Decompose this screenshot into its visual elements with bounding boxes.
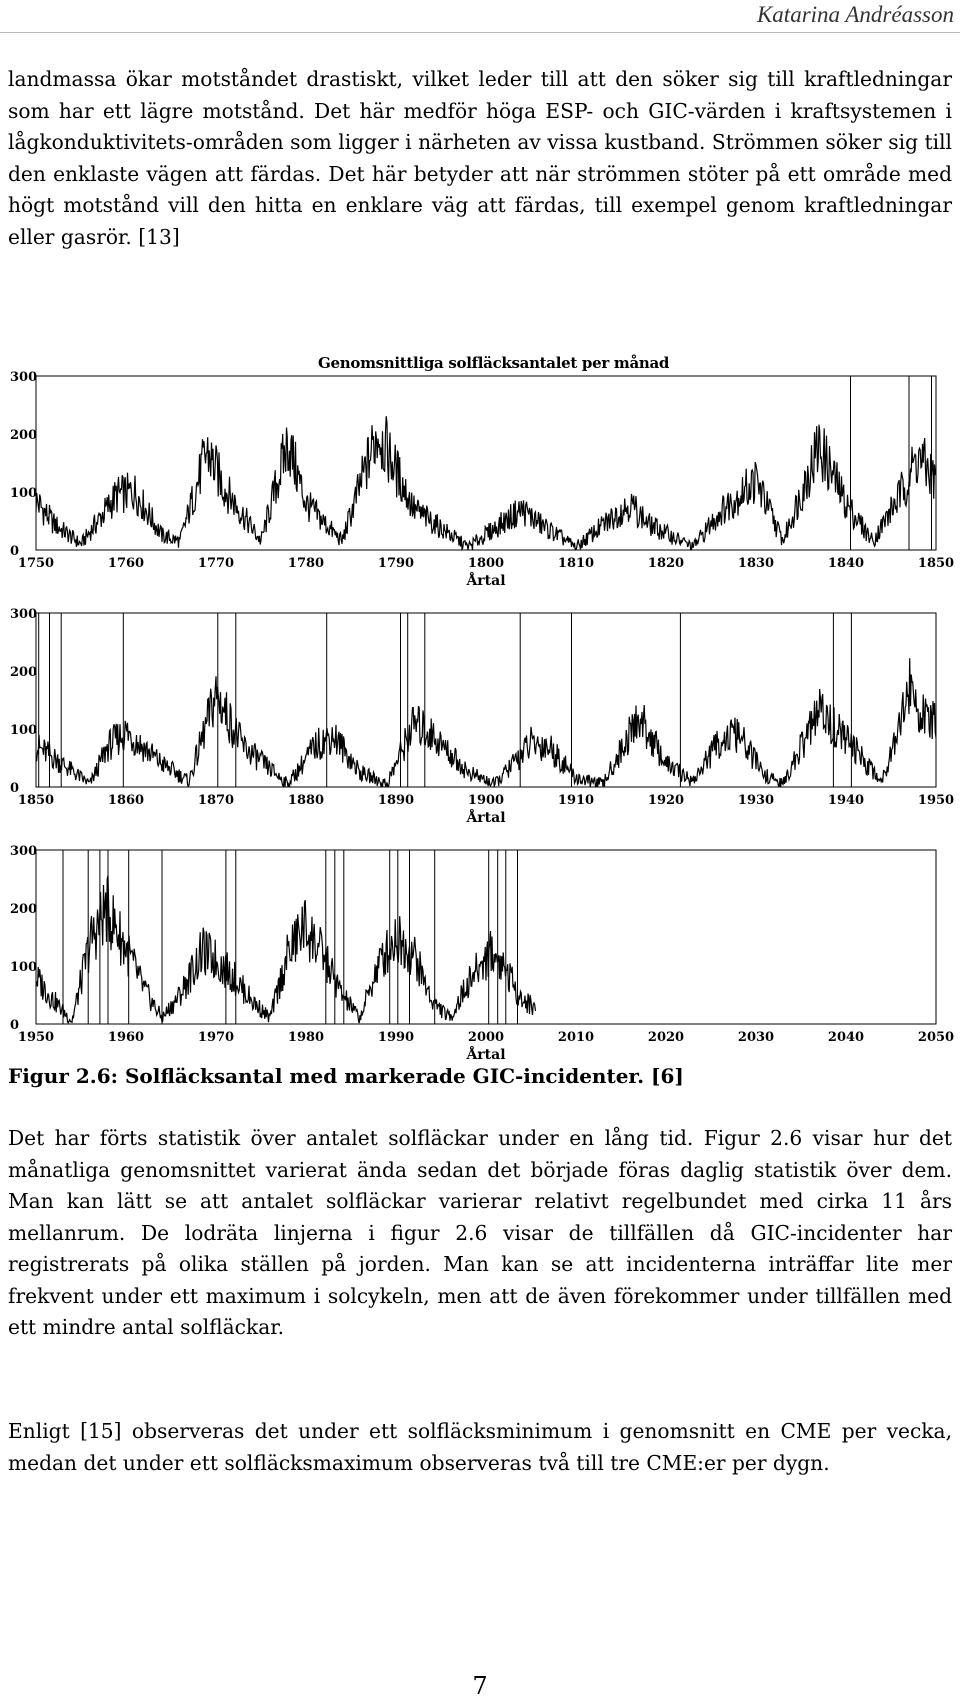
x-tick-label: 1810	[557, 556, 595, 571]
figure-caption: Figur 2.6: Solfläcksantal med markerade GIC-incidenter. [6]	[8, 1064, 684, 1088]
x-tick-label: 1760	[107, 556, 145, 571]
y-tick-label: 0	[10, 1018, 20, 1033]
x-tick-label: 1950	[917, 793, 955, 808]
x-tick-label: 1780	[287, 556, 325, 571]
y-tick-label: 100	[10, 486, 38, 501]
x-tick-label: 1840	[827, 556, 865, 571]
x-axis-label: Årtal	[466, 810, 506, 826]
y-tick-label: 0	[10, 544, 20, 559]
header-author: Katarina Andréasson	[756, 2, 954, 27]
page-number: 7	[472, 1672, 488, 1700]
y-tick-label: 100	[10, 960, 38, 975]
plot-frame	[36, 613, 936, 787]
x-tick-label: 2000	[467, 1030, 505, 1045]
y-tick-label: 200	[10, 428, 38, 443]
x-tick-label: 1850	[17, 793, 55, 808]
chart-title: Genomsnittliga solfläcksantalet per månad	[318, 354, 670, 372]
x-tick-label: 1800	[467, 556, 505, 571]
y-tick-label: 300	[10, 844, 38, 859]
x-axis-label: Årtal	[466, 573, 506, 589]
header-divider	[0, 32, 960, 33]
x-tick-label: 1830	[737, 556, 775, 571]
y-tick-label: 200	[10, 902, 38, 917]
plot-frame	[36, 850, 936, 1024]
x-tick-label: 1880	[287, 793, 325, 808]
x-tick-label: 1890	[377, 793, 415, 808]
x-tick-label: 1850	[917, 556, 955, 571]
y-tick-label: 0	[10, 781, 20, 796]
x-tick-label: 1790	[377, 556, 415, 571]
x-tick-label: 2040	[827, 1030, 865, 1045]
x-tick-label: 1970	[197, 1030, 235, 1045]
x-tick-label: 1980	[287, 1030, 325, 1045]
x-tick-label: 1930	[737, 793, 775, 808]
y-tick-label: 200	[10, 665, 38, 680]
paragraph-cme: Enligt [15] observeras det under ett solfläcksminimum i genomsnitt en CME per vecka, medan det under ett solfläcksmaximum observeras två till tre CME:er per dygn.	[8, 1419, 952, 1475]
x-tick-label: 2050	[917, 1030, 955, 1045]
x-tick-label: 1940	[827, 793, 865, 808]
x-tick-label: 1960	[107, 1030, 145, 1045]
paragraph-intro: landmassa ökar motståndet drastiskt, vilket leder till att den söker sig till kraftledningar som har ett lägre motstånd. Det här medför höga ESP- och GIC-värden i kraftsystemen i lågkonduktivitets-områden som ligger i närheten av vissa kustband. Strömmen söker sig till den enklaste vägen att färdas. Det här betyder att när strömmen stöter på ett område med högt motstånd vill den hitta en enklare väg att färdas, till exempel genom kraftledningar eller gasrör. [13]	[8, 67, 952, 249]
y-tick-label: 100	[10, 723, 38, 738]
x-tick-label: 1950	[17, 1030, 55, 1045]
x-tick-label: 1910	[557, 793, 595, 808]
x-tick-label: 1770	[197, 556, 235, 571]
sunspot-figure	[0, 350, 960, 1070]
x-tick-label: 1920	[647, 793, 685, 808]
x-tick-label: 2010	[557, 1030, 595, 1045]
sunspot-series-line	[36, 416, 936, 550]
x-tick-label: 1900	[467, 793, 505, 808]
x-axis-label: Årtal	[466, 1047, 506, 1063]
x-tick-label: 1750	[17, 556, 55, 571]
x-tick-label: 2020	[647, 1030, 685, 1045]
sunspot-series-line	[36, 876, 536, 1024]
x-tick-label: 1860	[107, 793, 145, 808]
paragraph-stats: Det har förts statistik över antalet solfläckar under en lång tid. Figur 2.6 visar hur det månatliga genomsnittet varierat ända sedan det började föras daglig statistik över dem. Man kan lätt se att antalet solfläckar varierar relativt regelbundet med cirka 11 års mellanrum. De lodräta linjerna i figur 2.6 visar de tillfällen då GIC-incidenter har registrerats på olika ställen på jorden. Man kan se att incidenterna inträffar lite mer frekvent under ett maximum i solcykeln, men att de även förekommer under tillfällen med ett mindre antal solfläckar.	[8, 1126, 952, 1339]
x-tick-label: 1990	[377, 1030, 415, 1045]
y-tick-label: 300	[10, 607, 38, 622]
x-tick-label: 2030	[737, 1030, 775, 1045]
x-tick-label: 1820	[647, 556, 685, 571]
plot-frame	[36, 376, 936, 550]
x-tick-label: 1870	[197, 793, 235, 808]
sunspot-series-line	[36, 658, 936, 787]
y-tick-label: 300	[10, 370, 38, 385]
